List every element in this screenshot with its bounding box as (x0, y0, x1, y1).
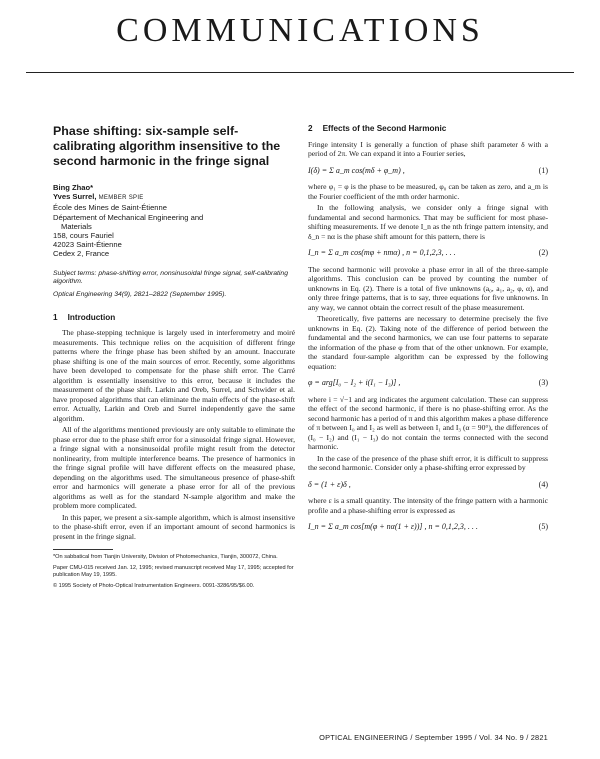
author-2: Yves Surrel, MEMBER SPIE (53, 192, 144, 202)
affiliation-line: École des Mines de Saint-Étienne (53, 203, 167, 213)
affiliation-line: Département of Mechanical Engineering and (53, 212, 204, 222)
section2-paragraph-7: In the case of the presence of the phase shift error, it is difficult to suppress the second harmonic. Consider only a phase-shifting error expressed by (308, 453, 548, 472)
equation-4: δ = (1 + ε)δ , (4) (308, 479, 548, 489)
section2-paragraph-6: where i = √−1 and arg indicates the argument calculation. These can suppress the effect of the second harmonic, if there is no phase-shifting error. As the second harmonic has a period of π and this algorithm makes a phase difference of π between I₀ and I₂ as well as between I₁ and I₃ (α = 90°), the differences of (I₀ − I₂) and (I₁ − I₃) do not contain the terms connected with the second harmonic. (308, 394, 548, 451)
footnote-received: Paper CMU-015 received Jan. 12, 1995; revised manuscript received May 17, 1995; accepted for publication May 19, 1995. (53, 565, 294, 579)
author-block (53, 183, 295, 259)
author-1: Bing Zhao* (53, 183, 94, 192)
affiliation-line: 158, cours Fauriel (53, 231, 114, 241)
section2-paragraph-2: where φ₁ = φ is the phase to be measured, φ₀ can be taken as zero, and a_m is the Fourier coefficient of the mth order harmonic. (308, 182, 548, 201)
footnote-rule (53, 549, 113, 550)
equation-2: I_n = Σ a_m cos(mφ + nmα) , n = 0,1,2,3, . . . (2) (308, 248, 548, 257)
journal-reference: Optical Engineering 34(9), 2821–2822 (September 1995). (53, 291, 227, 299)
footnote-affiliation: *On sabbatical from Tianjin University, Division of Photomechanics, Tianjin, 300072, China. (53, 554, 278, 561)
right-column (308, 124, 548, 539)
equation-5: I_n = Σ a_m cos[m(φ + nα(1 + ε))] , n = 0,1,2,3, . . . (5) (308, 522, 548, 531)
section2-paragraph-5: Theoretically, five patterns are necessary to determine precisely the five unknowns in Eq. (2). Taking note of the difference of period between the fundamental and the second harmonics, we can use four patterns to separate the information of the phase φ from that of the other unknown. For example, the standard four-sample algorithm can be expressed by the following equation: (308, 314, 548, 371)
article-title: Phase shifting: six-sample self-calibrating algorithm insensitive to the second harmonic in the fringe signal (53, 124, 281, 168)
intro-paragraph-3: In this paper, we present a six-sample algorithm, which is almost insensitive to the phase-shift error, even if an important amount of second harmonics is present in the fringe signal. (53, 512, 295, 541)
header-rule (26, 72, 574, 73)
subject-terms: Subject terms: phase-shifting error, nonsinusoidal fringe signal, self-calibrating algorithm. (53, 269, 288, 286)
section2-paragraph-8: where ε is a small quantity. The intensity of the fringe pattern with a harmonic profile and a phase-shifting error is expressed as (308, 496, 548, 515)
footnote-copyright: © 1995 Society of Photo-Optical Instrumentation Engineers. 0091-3286/95/$6.00. (53, 583, 255, 590)
intro-paragraph-2: All of the algorithms mentioned previously are only suitable to eliminate the phase error due to the phase shift error for a sinusoidal fringe signal. However, a fringe signal with a nonsinusoidal profile might result from the detector nonlinearity, from multiple interference beams. The presence of harmonics in the fringe signal profile will have different effects on the measured phase, depending on the algorithms used. The simultaneous presence of phase-shift error and harmonics will generate a phase error for all of the previous algorithms as well as for the standard N-sample algorithm and make the problem more complicated. (53, 425, 295, 511)
section2-paragraph-4: The second harmonic will provoke a phase error in all of the three-sample algorithms. This conclusion can be proved by counting the number of unknowns in Eq. (2). There is a total of five unknowns (a₀, a₁, a₂, φ, α), and only three fringe patterns, that is to say, three equations for five unknowns. In any way, we cannot obtain the correct result of the phase measurement. (308, 264, 548, 312)
affiliation-line: Materials (61, 221, 92, 231)
equation-3: φ = arg[I₀ − I₂ + i(I₁ − I₃)] , (3) (308, 378, 548, 387)
left-column (53, 120, 295, 594)
intro-heading: 1 Introduction (53, 312, 116, 322)
equation-1: I(δ) = Σ a_m cos(mδ + φ_m) , (1) (308, 165, 548, 175)
affiliation-line: 42023 Saint-Étienne (53, 240, 122, 250)
page-footer: OPTICAL ENGINEERING / September 1995 / Vol. 34 No. 9 / 2821 (319, 733, 548, 742)
section2-paragraph-1: Fringe intensity I is generally a function of phase shift parameter δ with a period of 2π. We can expand it into a Fourier series, (308, 139, 548, 158)
affiliation-line: Cedex 2, France (53, 249, 110, 259)
section-title: COMMUNICATIONS (116, 12, 484, 49)
section2-paragraph-3: In the following analysis, we consider only a fringe signal with fundamental and second harmonics. That may be sufficient for most phase-shifting measurements. If we denote I_n as the nth fringe pattern intensity, and δ_n = nα is the phase shift amount for this pattern, there is (308, 203, 548, 241)
section2-heading: 2 Effects of the Second Harmonic (308, 124, 447, 133)
intro-paragraph-1: The phase-stepping technique is largely used in interferometry and moiré measurements. This technique relies on the acquisition of different fringe patterns where the fringe phase has been shifted by an amount. Inaccurate phase shifting is one of the main sources of error. Recently, some algorithms have been developed to compensate for the phase shift error. The Carré algorithm is essentially insensitive to this error, because it includes the measurement of the phase shift. Larkin and Oreb, Surrel, and Schwider et al. have proposed algorithms that can eliminate the main effects of the phase-shift error. Actually, Larkin and Oreb and Surrel independently gave the same algorithm. (53, 328, 295, 423)
page-header (0, 12, 600, 50)
